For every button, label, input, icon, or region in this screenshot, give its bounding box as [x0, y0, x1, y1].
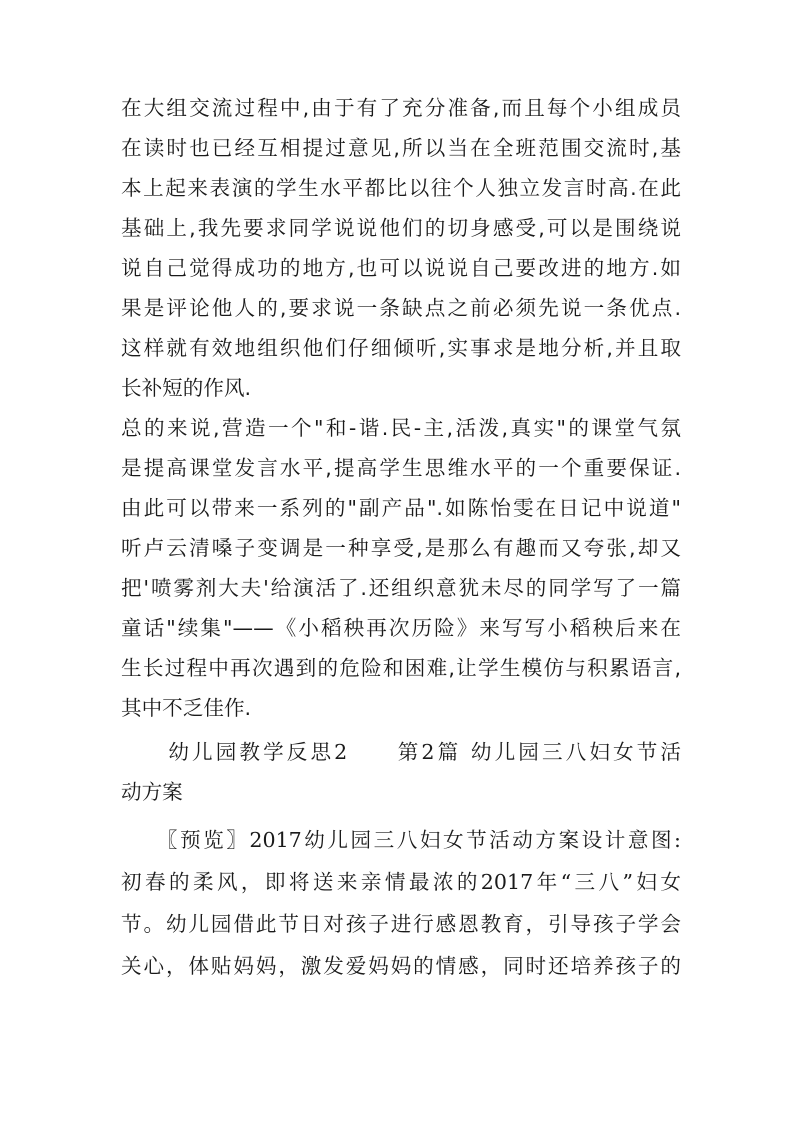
text-line-21: 节。幼儿园借此节日对孩子进行感恩教育，引导孩子学会 — [121, 912, 681, 936]
text-line-9: 总的来说,营造一个"和-谐.民-主,活泼,真实"的课堂气氛 — [121, 416, 681, 440]
text-line-8: 长补短的作风. — [121, 376, 252, 400]
text-line-1: 在大组交流过程中,由于有了充分准备,而且每个小组成员 — [121, 96, 681, 120]
text-line-14: 童话"续集"——《小稻秧再次历险》来写写小稻秧后来在 — [121, 616, 681, 640]
text-line-7: 这样就有效地组织他们仔细倾听,实事求是地分析,并且取 — [121, 336, 681, 360]
text-line-22: 关心，体贴妈妈，激发爱妈妈的情感，同时还培养孩子的 — [121, 954, 681, 978]
text-line-5: 说自己觉得成功的地方,也可以说说自己要改进的地方.如 — [121, 256, 681, 280]
text-line-16: 其中不乏佳作. — [121, 696, 252, 720]
text-line-11: 由此可以带来一系列的"副产品".如陈怡雯在日记中说道" — [121, 496, 681, 520]
text-line-20: 初春的柔风，即将送来亲情最浓的2017年“三八”妇女 — [121, 870, 681, 894]
text-line-12: 听卢云清嗓子变调是一种享受,是那么有趣而又夸张,却又 — [121, 536, 681, 560]
text-line-3: 本上起来表演的学生水平都比以往个人独立发言时高.在此 — [121, 176, 681, 200]
section-heading-cont: 动方案 — [121, 780, 183, 804]
text-line-13: 把'喷雾剂大夫'给演活了.还组织意犹未尽的同学写了一篇 — [121, 576, 681, 600]
section-heading: 幼儿园教学反思2 第2篇 幼儿园三八妇女节活 — [121, 740, 681, 764]
text-line-19: 〖预览〗2017幼儿园三八妇女节活动方案设计意图: — [121, 828, 681, 852]
text-line-4: 基础上,我先要求同学说说他们的切身感受,可以是围绕说 — [121, 216, 681, 240]
text-line-10: 是提高课堂发言水平,提高学生思维水平的一个重要保证. — [121, 456, 681, 480]
text-line-6: 果是评论他人的,要求说一条缺点之前必须先说一条优点. — [121, 296, 681, 320]
text-line-2: 在读时也已经互相提过意见,所以当在全班范围交流时,基 — [121, 136, 681, 160]
text-line-15: 生长过程中再次遇到的危险和困难,让学生模仿与积累语言, — [121, 656, 681, 680]
